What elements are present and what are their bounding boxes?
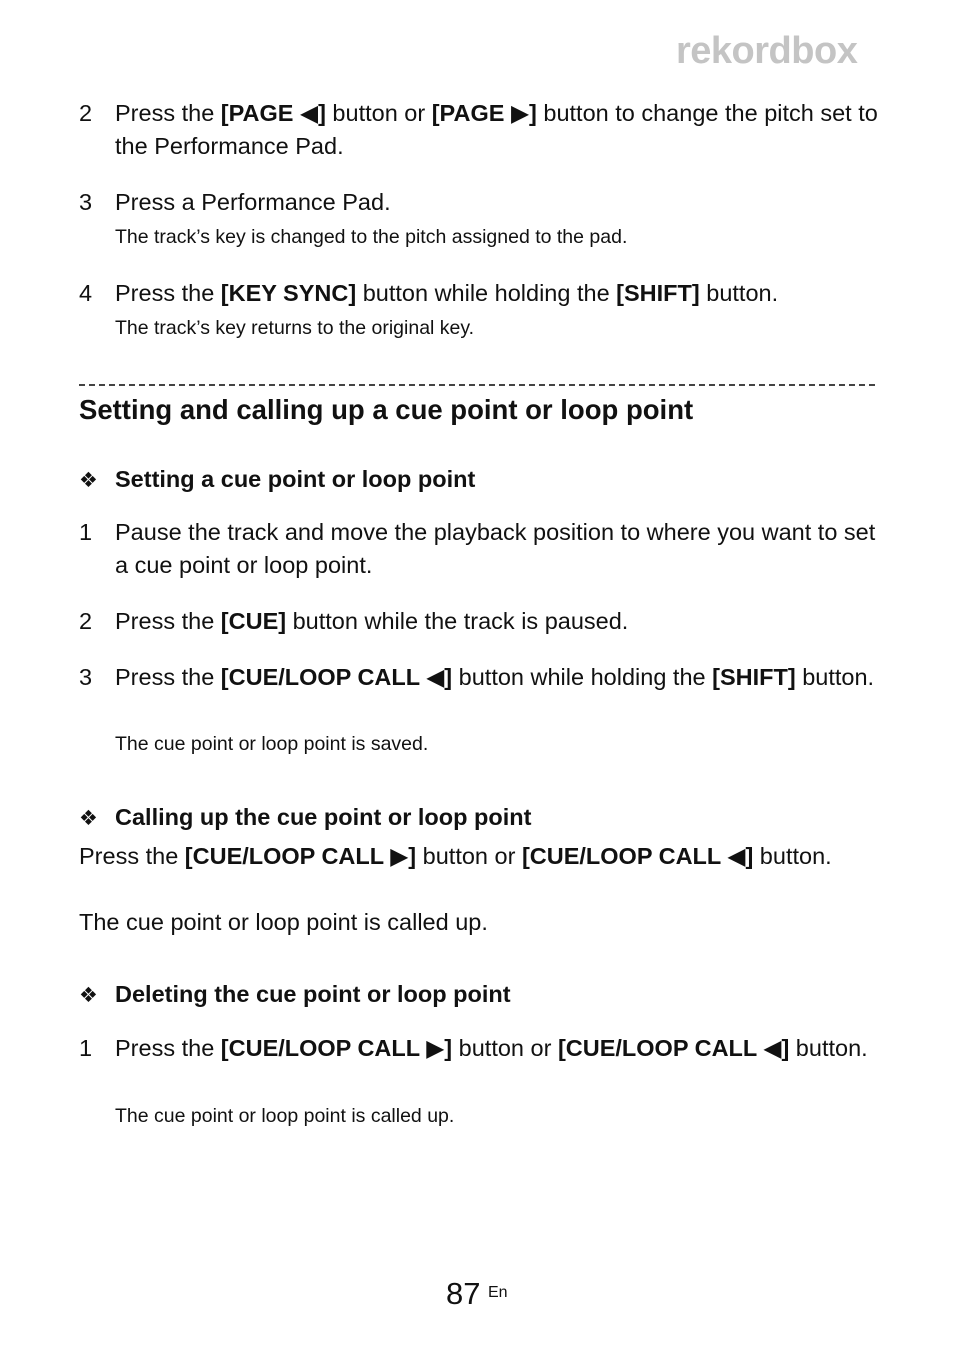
- step-number: 4: [79, 280, 93, 306]
- diamond-bullet-icon: ❖: [79, 469, 98, 492]
- step-text: Pause the track and move the playback position to where you want to set a cue point or loop point.: [115, 519, 876, 578]
- step-text: Press the [PAGE ◀] button or [PAGE ▶] button to change the pitch set to the Performance Pad.: [115, 100, 878, 159]
- setting-step-3-note: The cue point or loop point is saved.: [115, 733, 429, 755]
- page-right-button-label: [PAGE ▶]: [431, 100, 537, 126]
- section-divider: [79, 384, 875, 386]
- calling-result: The cue point or loop point is called up.: [79, 909, 488, 935]
- step-text: Press the [KEY SYNC] button while holding the [SHIFT] button.: [115, 280, 779, 306]
- rekordbox-logo: rekordbox: [676, 30, 858, 72]
- subheading-setting: ❖ Setting a cue point or loop point: [79, 463, 475, 497]
- cue-loop-call-left-label: [CUE/LOOP CALL ◀]: [220, 664, 453, 690]
- cue-loop-call-left-label: [CUE/LOOP CALL ◀]: [557, 1035, 790, 1061]
- shift-button-label: [SHIFT]: [616, 280, 700, 306]
- page-number: 87: [446, 1276, 481, 1311]
- deleting-step-1: [79, 1032, 879, 1065]
- subheading-deleting: ❖ Deleting the cue point or loop point: [79, 978, 511, 1012]
- diamond-bullet-icon: ❖: [79, 807, 98, 830]
- step-number: 3: [79, 189, 93, 215]
- step-3-press-pad: [79, 186, 879, 219]
- subheading-calling: ❖ Calling up the cue point or loop point: [79, 801, 531, 835]
- page-language: En: [488, 1284, 508, 1301]
- setting-step-1: [79, 516, 879, 582]
- step-number: 2: [79, 100, 93, 126]
- cue-loop-call-left-label: [CUE/LOOP CALL ◀]: [521, 843, 754, 869]
- step-4-note: The track’s key returns to the original key.: [115, 317, 475, 339]
- step-text: Press a Performance Pad.: [115, 189, 391, 215]
- step-text: Press the [CUE] button while the track is paused.: [115, 608, 629, 634]
- setting-step-3: [79, 661, 879, 694]
- cue-loop-call-right-label: [CUE/LOOP CALL ▶]: [220, 1035, 453, 1061]
- step-number: 3: [79, 664, 93, 690]
- shift-button-label: [SHIFT]: [712, 664, 796, 690]
- step-number: 2: [79, 608, 93, 634]
- step-number: 1: [79, 1035, 93, 1061]
- step-text: Press the [CUE/LOOP CALL ◀] button while holding the [SHIFT] button.: [115, 664, 875, 690]
- step-number: 1: [79, 519, 93, 545]
- cue-button-label: [CUE]: [220, 608, 287, 634]
- setting-step-2: [79, 605, 879, 638]
- key-sync-button-label: [KEY SYNC]: [220, 280, 357, 306]
- step-4-key-sync: [79, 277, 879, 310]
- step-text: Press the [CUE/LOOP CALL ▶] button or [CUE/LOOP CALL ◀] button.: [115, 1035, 868, 1061]
- deleting-step-1-note: The cue point or loop point is called up.: [115, 1105, 455, 1127]
- step-3-note: The track’s key is changed to the pitch assigned to the pad.: [115, 226, 628, 248]
- step-2-page-pitch: [79, 97, 879, 163]
- diamond-bullet-icon: ❖: [79, 984, 98, 1007]
- section-title: Setting and calling up a cue point or loop point: [79, 394, 694, 425]
- page-left-button-label: [PAGE ◀]: [220, 100, 326, 126]
- cue-loop-call-right-label: [CUE/LOOP CALL ▶]: [184, 843, 417, 869]
- calling-instruction: Press the [CUE/LOOP CALL ▶] button or [CUE/LOOP CALL ◀] button.: [79, 843, 832, 869]
